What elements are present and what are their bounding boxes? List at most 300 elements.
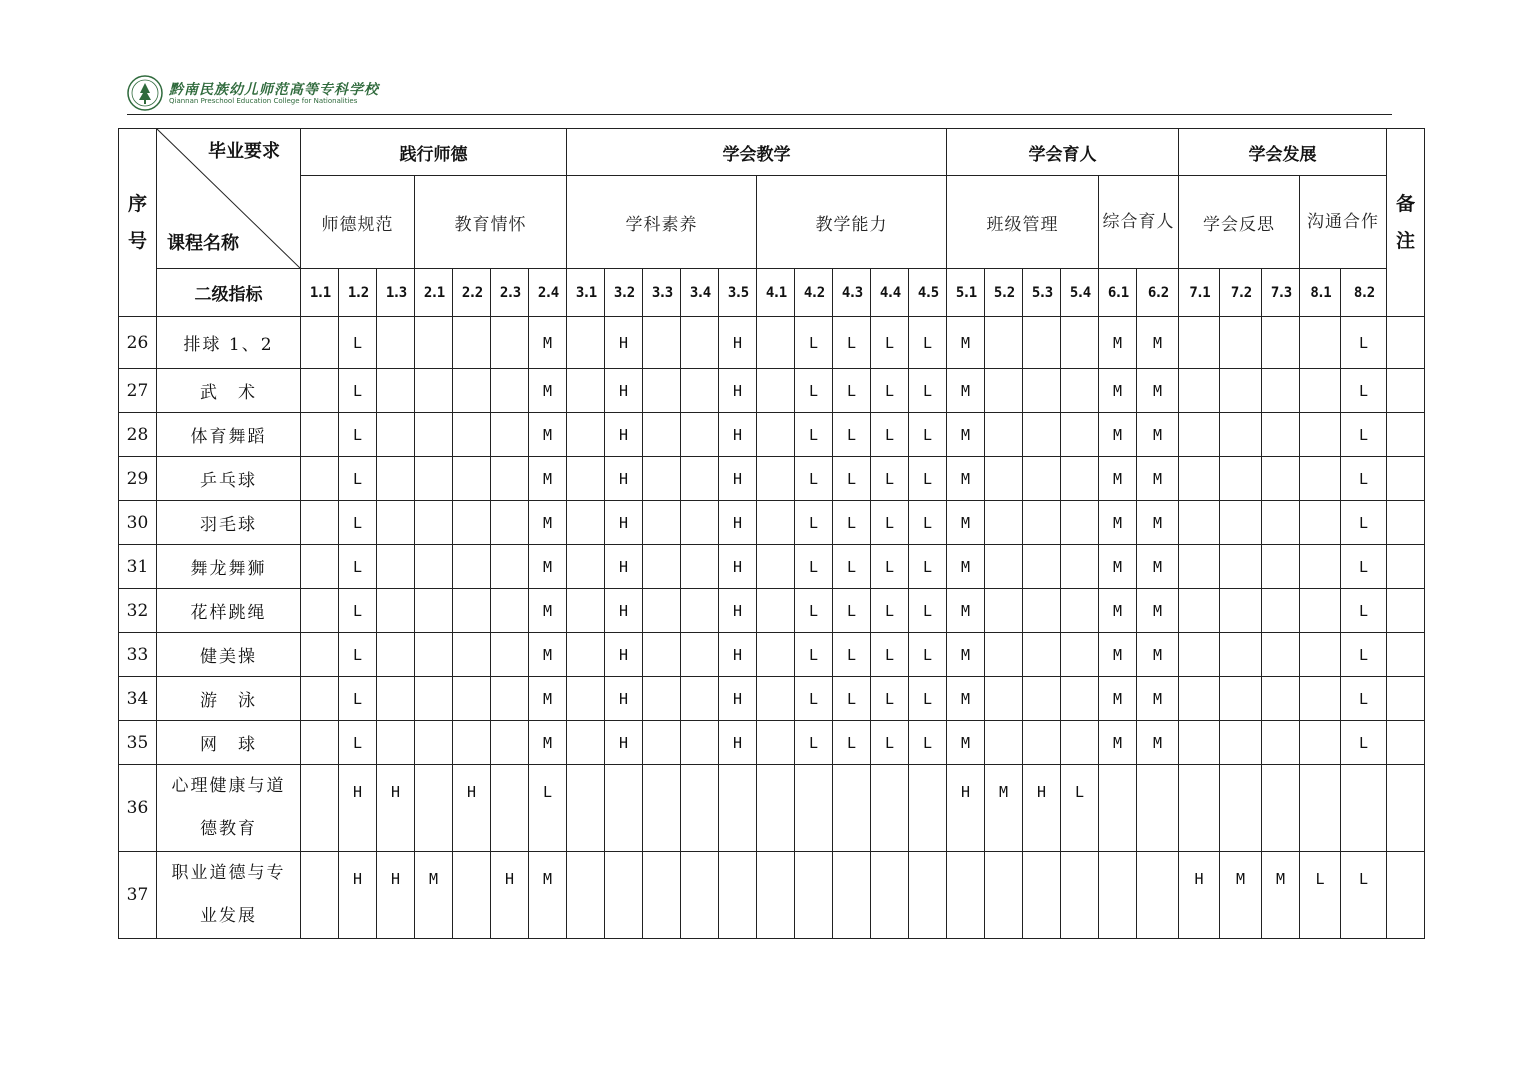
support-level-cell — [453, 501, 491, 545]
support-level-cell — [1179, 457, 1220, 501]
support-level-cell: M — [947, 413, 985, 457]
support-level-cell — [643, 413, 681, 457]
page-header — [127, 75, 1392, 115]
table-row — [119, 457, 1425, 501]
support-level-cell: H — [605, 369, 643, 413]
support-level-cell: M — [947, 721, 985, 765]
support-level-cell: L — [1341, 413, 1387, 457]
support-level-cell: H — [605, 317, 643, 369]
support-level-cell: H — [605, 501, 643, 545]
support-level-cell: L — [833, 589, 871, 633]
support-level-cell: M — [1137, 501, 1179, 545]
support-level-cell — [909, 852, 947, 939]
support-level-cell — [1262, 457, 1300, 501]
support-level-cell — [643, 765, 681, 852]
support-level-cell: L — [833, 545, 871, 589]
support-level-cell — [681, 633, 719, 677]
support-level-cell: M — [1137, 721, 1179, 765]
support-level-cell — [301, 721, 339, 765]
support-level-cell: L — [871, 633, 909, 677]
support-level-cell — [681, 677, 719, 721]
support-level-cell — [795, 852, 833, 939]
support-level-cell — [643, 721, 681, 765]
support-level-cell — [1023, 457, 1061, 501]
support-level-cell — [491, 317, 529, 369]
support-level-cell — [415, 501, 453, 545]
support-level-cell: L — [1341, 677, 1387, 721]
row-seq: 34 — [119, 677, 157, 721]
support-level-cell — [1023, 545, 1061, 589]
support-level-cell — [453, 369, 491, 413]
course-name: 羽毛球 — [157, 501, 301, 545]
support-level-cell: L — [795, 721, 833, 765]
support-level-cell — [301, 413, 339, 457]
course-name: 武 术 — [157, 369, 301, 413]
support-level-cell: L — [833, 413, 871, 457]
support-level-cell — [1061, 413, 1099, 457]
support-level-cell — [1262, 317, 1300, 369]
support-level-cell: L — [1300, 852, 1341, 939]
support-level-cell — [415, 413, 453, 457]
support-level-cell — [1179, 677, 1220, 721]
support-level-cell — [567, 677, 605, 721]
support-level-cell — [453, 545, 491, 589]
support-level-cell: M — [947, 501, 985, 545]
support-level-cell — [757, 501, 795, 545]
support-level-cell — [415, 545, 453, 589]
indicator-code: 5.3 — [1023, 269, 1061, 317]
support-level-cell — [757, 721, 795, 765]
support-level-cell — [1061, 633, 1099, 677]
support-level-cell — [643, 852, 681, 939]
support-level-cell: M — [529, 457, 567, 501]
support-level-cell: M — [1099, 677, 1137, 721]
support-level-cell: H — [377, 852, 415, 939]
support-level-cell — [491, 589, 529, 633]
support-level-cell — [681, 413, 719, 457]
support-level-cell: H — [339, 852, 377, 939]
indicator-code: 3.2 — [605, 269, 643, 317]
support-level-cell — [1023, 589, 1061, 633]
support-level-cell — [1179, 721, 1220, 765]
indicator-code: 2.2 — [453, 269, 491, 317]
support-level-cell — [985, 501, 1023, 545]
support-level-cell: L — [795, 633, 833, 677]
indicator-code: 4.2 — [795, 269, 833, 317]
support-level-cell — [681, 589, 719, 633]
support-level-cell: H — [719, 633, 757, 677]
support-level-cell — [985, 721, 1023, 765]
support-level-cell: L — [1341, 545, 1387, 589]
support-level-cell — [833, 852, 871, 939]
support-level-cell: L — [871, 677, 909, 721]
support-level-cell: L — [833, 317, 871, 369]
table-row — [119, 413, 1425, 457]
support-level-cell — [1300, 633, 1341, 677]
indicator-code: 4.1 — [757, 269, 795, 317]
support-level-cell — [377, 545, 415, 589]
support-level-cell: H — [719, 457, 757, 501]
remark-cell — [1387, 677, 1425, 721]
support-level-cell — [985, 633, 1023, 677]
remark-cell — [1387, 765, 1425, 852]
support-level-cell: M — [529, 633, 567, 677]
support-level-cell: L — [339, 501, 377, 545]
course-name: 乒乓球 — [157, 457, 301, 501]
support-level-cell: H — [1023, 765, 1061, 852]
remark-cell — [1387, 633, 1425, 677]
support-level-cell: L — [833, 677, 871, 721]
row-seq: 30 — [119, 501, 157, 545]
support-level-cell: L — [1341, 501, 1387, 545]
support-level-cell — [643, 369, 681, 413]
support-level-cell — [453, 413, 491, 457]
support-level-cell: L — [795, 457, 833, 501]
support-level-cell — [453, 721, 491, 765]
support-level-cell: L — [1341, 589, 1387, 633]
support-level-cell — [415, 721, 453, 765]
indicator-code: 5.2 — [985, 269, 1023, 317]
college-name-cn: 黔南民族幼儿师范高等专科学校 — [169, 82, 379, 98]
support-level-cell: H — [605, 457, 643, 501]
support-level-cell: H — [605, 677, 643, 721]
support-level-cell — [1220, 633, 1262, 677]
course-name: 舞龙舞狮 — [157, 545, 301, 589]
table-row — [119, 545, 1425, 589]
support-level-cell: M — [1099, 317, 1137, 369]
support-level-cell: L — [795, 677, 833, 721]
support-level-cell: L — [339, 369, 377, 413]
support-level-cell — [757, 765, 795, 852]
support-level-cell: L — [1061, 765, 1099, 852]
support-level-cell: L — [795, 317, 833, 369]
remark-header: 备 注 — [1387, 129, 1425, 317]
support-level-cell: L — [909, 501, 947, 545]
support-level-cell: H — [605, 589, 643, 633]
support-level-cell — [1300, 501, 1341, 545]
row-seq: 35 — [119, 721, 157, 765]
course-name: 职业道德与专业发展 — [157, 852, 301, 939]
row-seq: 37 — [119, 852, 157, 939]
support-level-cell: M — [415, 852, 453, 939]
subgroup-header: 师德规范 — [301, 176, 415, 269]
support-level-cell: L — [339, 677, 377, 721]
remark-cell — [1387, 501, 1425, 545]
indicator-code: 6.1 — [1099, 269, 1137, 317]
support-level-cell: H — [719, 501, 757, 545]
support-level-cell — [985, 852, 1023, 939]
indicator-code: 4.5 — [909, 269, 947, 317]
support-level-cell — [377, 633, 415, 677]
support-level-cell — [985, 589, 1023, 633]
support-level-cell — [301, 457, 339, 501]
support-level-cell: L — [795, 589, 833, 633]
support-level-cell — [1220, 369, 1262, 413]
support-level-cell — [567, 852, 605, 939]
support-level-cell: H — [605, 633, 643, 677]
indicator-code: 7.2 — [1220, 269, 1262, 317]
subgroup-header: 学科素养 — [567, 176, 757, 269]
support-level-cell — [491, 369, 529, 413]
support-level-cell — [1262, 721, 1300, 765]
support-level-cell: L — [833, 457, 871, 501]
support-level-cell — [301, 589, 339, 633]
support-level-cell — [757, 413, 795, 457]
support-level-cell — [643, 501, 681, 545]
support-level-cell — [1300, 317, 1341, 369]
support-level-cell — [453, 677, 491, 721]
course-name: 排球 1、2 — [157, 317, 301, 369]
support-level-cell — [1179, 545, 1220, 589]
group-header: 学会教学 — [567, 129, 947, 176]
support-level-cell: L — [909, 589, 947, 633]
support-level-cell: L — [339, 457, 377, 501]
support-level-cell — [567, 317, 605, 369]
support-level-cell — [1220, 677, 1262, 721]
support-level-cell: L — [1341, 852, 1387, 939]
remark-cell — [1387, 545, 1425, 589]
support-level-cell: H — [719, 317, 757, 369]
support-level-cell — [1179, 589, 1220, 633]
support-level-cell: L — [795, 413, 833, 457]
support-level-cell — [453, 457, 491, 501]
support-level-cell — [1262, 501, 1300, 545]
support-level-cell — [567, 413, 605, 457]
support-level-cell — [1220, 501, 1262, 545]
support-level-cell: H — [453, 765, 491, 852]
support-level-cell: L — [833, 721, 871, 765]
support-level-cell — [643, 457, 681, 501]
support-level-cell — [377, 677, 415, 721]
support-level-cell — [377, 501, 415, 545]
support-level-cell — [415, 677, 453, 721]
support-level-cell: M — [1262, 852, 1300, 939]
table-row — [119, 765, 1425, 852]
support-level-cell: H — [605, 413, 643, 457]
support-level-cell — [301, 317, 339, 369]
group-header: 践行师德 — [301, 129, 567, 176]
support-level-cell — [1220, 589, 1262, 633]
support-level-cell: M — [947, 317, 985, 369]
support-level-cell: L — [871, 501, 909, 545]
support-level-cell: M — [1099, 501, 1137, 545]
support-level-cell — [1262, 545, 1300, 589]
support-level-cell: M — [529, 501, 567, 545]
support-level-cell — [1023, 677, 1061, 721]
support-level-cell — [1300, 457, 1341, 501]
support-level-cell — [491, 413, 529, 457]
support-level-cell: M — [1099, 545, 1137, 589]
support-level-cell: H — [339, 765, 377, 852]
support-level-cell — [1220, 765, 1262, 852]
support-level-cell: L — [339, 633, 377, 677]
support-level-cell: H — [719, 545, 757, 589]
subgroup-header: 综合育人 — [1099, 176, 1179, 269]
support-level-cell: M — [1137, 633, 1179, 677]
remark-cell — [1387, 369, 1425, 413]
support-level-cell — [377, 317, 415, 369]
support-level-cell — [1220, 721, 1262, 765]
support-level-cell — [491, 765, 529, 852]
support-level-cell — [301, 545, 339, 589]
support-level-cell — [301, 852, 339, 939]
support-level-cell: M — [1137, 413, 1179, 457]
support-level-cell — [1099, 852, 1137, 939]
support-level-cell — [301, 765, 339, 852]
support-level-cell — [1023, 369, 1061, 413]
table-row — [119, 852, 1425, 939]
support-level-cell — [1300, 369, 1341, 413]
support-level-cell — [1341, 765, 1387, 852]
support-level-cell — [947, 852, 985, 939]
support-level-cell — [1061, 369, 1099, 413]
support-level-cell: L — [909, 545, 947, 589]
support-level-cell: H — [719, 413, 757, 457]
support-level-cell — [681, 317, 719, 369]
course-name: 健美操 — [157, 633, 301, 677]
support-level-cell: M — [1137, 457, 1179, 501]
support-level-cell — [681, 369, 719, 413]
subgroup-header: 教育情怀 — [415, 176, 567, 269]
course-name: 体育舞蹈 — [157, 413, 301, 457]
support-level-cell — [415, 369, 453, 413]
support-level-cell — [415, 589, 453, 633]
support-level-cell: L — [795, 545, 833, 589]
support-level-cell: M — [947, 545, 985, 589]
support-level-cell — [1300, 545, 1341, 589]
row-seq: 32 — [119, 589, 157, 633]
course-name: 心理健康与道德教育 — [157, 765, 301, 852]
support-level-cell — [453, 317, 491, 369]
diagonal-header-cell — [157, 129, 301, 269]
support-level-cell: L — [1341, 721, 1387, 765]
support-level-cell: M — [529, 677, 567, 721]
row-seq: 31 — [119, 545, 157, 589]
support-level-cell: L — [339, 317, 377, 369]
support-level-cell: H — [947, 765, 985, 852]
remark-cell — [1387, 317, 1425, 369]
remark-cell — [1387, 413, 1425, 457]
support-level-cell — [1179, 413, 1220, 457]
support-level-cell — [377, 457, 415, 501]
group-header: 学会育人 — [947, 129, 1179, 176]
support-level-cell — [1061, 317, 1099, 369]
support-level-cell — [757, 589, 795, 633]
support-level-cell — [1061, 589, 1099, 633]
support-level-cell — [757, 852, 795, 939]
support-level-cell — [985, 545, 1023, 589]
support-level-cell: L — [909, 369, 947, 413]
row-seq: 33 — [119, 633, 157, 677]
support-level-cell — [1262, 677, 1300, 721]
support-level-cell — [1262, 413, 1300, 457]
remark-cell — [1387, 457, 1425, 501]
support-level-cell — [871, 765, 909, 852]
support-level-cell — [833, 765, 871, 852]
support-level-cell: H — [605, 721, 643, 765]
indicator-label: 二级指标 — [157, 269, 301, 317]
support-level-cell — [1300, 765, 1341, 852]
table-row — [119, 677, 1425, 721]
row-seq: 28 — [119, 413, 157, 457]
support-level-cell: L — [1341, 369, 1387, 413]
support-level-cell — [1061, 501, 1099, 545]
indicator-code: 3.3 — [643, 269, 681, 317]
support-level-cell: L — [909, 413, 947, 457]
support-level-cell — [415, 317, 453, 369]
college-logo-icon — [127, 75, 163, 111]
support-level-cell — [1300, 589, 1341, 633]
course-name-label: 课程名称 — [167, 233, 239, 254]
support-level-cell — [757, 677, 795, 721]
support-level-cell — [757, 317, 795, 369]
support-level-cell — [681, 721, 719, 765]
support-level-cell — [567, 721, 605, 765]
support-level-cell: M — [1137, 545, 1179, 589]
support-level-cell — [1061, 457, 1099, 501]
support-level-cell — [491, 721, 529, 765]
support-level-cell — [1262, 633, 1300, 677]
support-level-cell — [1023, 317, 1061, 369]
support-level-cell: H — [719, 721, 757, 765]
support-level-cell: L — [795, 501, 833, 545]
indicator-code: 5.1 — [947, 269, 985, 317]
table-row — [119, 501, 1425, 545]
support-level-cell — [643, 677, 681, 721]
indicator-code: 2.4 — [529, 269, 567, 317]
support-level-cell — [1300, 677, 1341, 721]
support-level-cell — [491, 501, 529, 545]
table-row — [119, 721, 1425, 765]
support-level-cell — [1137, 765, 1179, 852]
support-level-cell: M — [985, 765, 1023, 852]
support-level-cell — [491, 457, 529, 501]
support-level-cell: L — [1341, 633, 1387, 677]
support-level-cell — [681, 545, 719, 589]
remark-cell — [1387, 721, 1425, 765]
support-level-cell: M — [529, 721, 567, 765]
support-level-cell — [985, 457, 1023, 501]
subgroup-header: 沟通合作 — [1300, 176, 1387, 269]
header-divider — [127, 114, 1392, 115]
support-level-cell — [681, 501, 719, 545]
support-level-cell — [1220, 545, 1262, 589]
support-level-cell: M — [529, 589, 567, 633]
support-level-cell — [1262, 369, 1300, 413]
row-seq: 36 — [119, 765, 157, 852]
course-name: 花样跳绳 — [157, 589, 301, 633]
support-level-cell — [1179, 501, 1220, 545]
support-level-cell — [1061, 852, 1099, 939]
support-level-cell — [1300, 721, 1341, 765]
support-level-cell — [681, 852, 719, 939]
indicator-code: 1.1 — [301, 269, 339, 317]
support-level-cell: L — [833, 369, 871, 413]
support-level-cell — [301, 501, 339, 545]
seq-header: 序 号 — [119, 129, 157, 317]
support-level-cell: H — [377, 765, 415, 852]
support-level-cell: L — [795, 369, 833, 413]
support-level-cell: M — [529, 369, 567, 413]
support-level-cell — [1220, 413, 1262, 457]
support-level-cell — [1023, 501, 1061, 545]
support-level-cell: L — [871, 721, 909, 765]
support-level-cell — [1179, 765, 1220, 852]
support-level-cell: M — [529, 545, 567, 589]
support-level-cell: M — [1099, 633, 1137, 677]
indicator-code: 8.2 — [1341, 269, 1387, 317]
support-level-cell — [1061, 721, 1099, 765]
